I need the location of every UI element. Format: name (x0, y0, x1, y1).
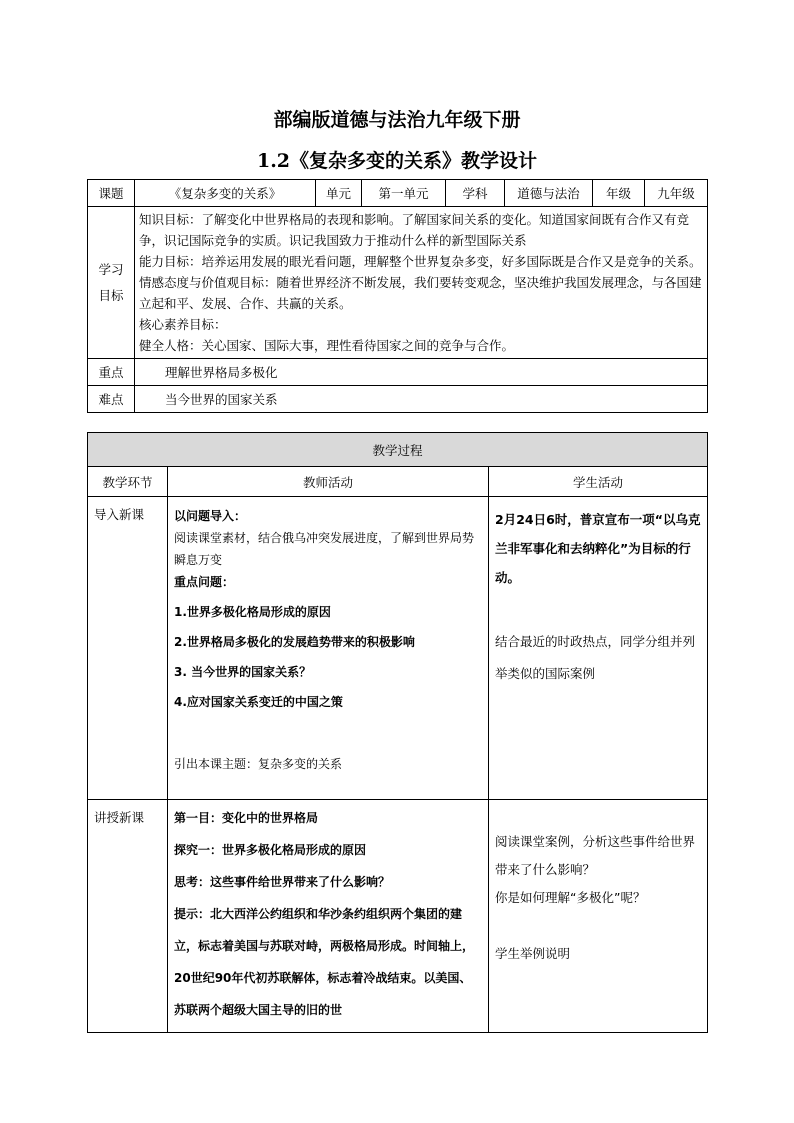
process-banner: 教学过程 (88, 433, 708, 467)
knowledge-goal: 知识目标：了解变化中世界格局的表现和影响。了解国家间关系的变化。知道国家间既有合作又有竞争，识记国际竞争的实质。识记我国致力于推动什么样的新型国际关系 (139, 212, 690, 248)
ability-goal: 能力目标：培养运用发展的眼光看问题，理解整个世界复杂多变，好多国际既是合作又是竞争的关系。 (139, 254, 702, 269)
grade-label: 年级 (593, 180, 645, 207)
col-teacher-header: 教师活动 (168, 467, 489, 497)
lesson-title: 1.2《复杂多变的关系》教学设计 (256, 150, 538, 172)
question-1: 1.世界多极化格局形成的原因 (174, 605, 331, 619)
difficult-point-value: 当今世界的国家关系 (135, 386, 708, 413)
hint-text: 提示：北大西洋公约组织和华沙条约组织两个集团的建立，标志着美国与苏联对峙，两极格局形成。时间轴上，20世纪90年代初苏联解体，标志着冷战结束。以美国、苏联两个超级大国主导的旧的世 (174, 907, 475, 1017)
question-3: 3. 当今世界的国家关系？ (174, 665, 312, 679)
key-point-value: 理解世界格局多极化 (135, 359, 708, 386)
intro-reading: 阅读课堂素材，结合俄乌冲突发展进度，了解到世界局势瞬息万变 (174, 531, 475, 567)
banner-row (88, 433, 708, 467)
unit-label: 单元 (316, 180, 362, 207)
col-stage-header: 教学环节 (88, 467, 168, 497)
difficult-point-row (88, 386, 708, 413)
intro-method: 以问题导入： (174, 509, 247, 523)
key-point-label: 重点 (88, 359, 135, 386)
section-1-heading: 第一目：变化中的世界格局 (174, 811, 319, 825)
grade-value: 九年级 (645, 180, 708, 207)
question-4: 4.应对国家关系变迁的中国之策 (174, 695, 343, 709)
document-title: 部编版道德与法治九年级下册 (273, 109, 521, 131)
core-literacy-heading: 核心素养目标： (139, 317, 227, 332)
teacher-activity-intro (168, 497, 489, 800)
topic-label: 课题 (88, 180, 135, 207)
header-row (88, 467, 708, 497)
student-activity-teach (489, 800, 708, 1033)
goals-label-line2: 目标 (98, 287, 124, 303)
col-student-header: 学生活动 (489, 467, 708, 497)
teach-row (88, 800, 708, 1033)
goals-row (88, 207, 708, 359)
topic-value: 《复杂多变的关系》 (135, 180, 316, 207)
subject-value: 道德与法治 (505, 180, 593, 207)
lesson-topic-intro: 引出本课主题：复杂多变的关系 (174, 757, 343, 771)
multipolar-question: 你是如何理解“多极化”呢？ (495, 890, 646, 905)
difficult-point-label: 难点 (88, 386, 135, 413)
news-event: 2月24日6时，普京宣布一项“以乌克兰非军事化和去纳粹化”为目标的行动。 (495, 512, 701, 585)
key-point-row (88, 359, 708, 386)
case-analysis: 阅读课堂案例，分析这些事件给世界带来了什么影响？ (495, 834, 696, 877)
think-question: 思考：这些事件给世界带来了什么影响？ (174, 875, 391, 889)
goals-content (135, 207, 708, 359)
student-examples: 学生举例说明 (495, 946, 571, 961)
key-questions-heading: 重点问题： (174, 575, 235, 589)
info-row (88, 180, 708, 207)
student-activity-intro (489, 497, 708, 800)
attitude-goal: 情感态度与价值观目标：随着世界经济不断发展，我们要转变观念，坚决维护我国发展理念，与各国建立起和平、发展、合作、共赢的关系。 (139, 275, 702, 311)
stage-teach: 讲授新课 (88, 800, 168, 1033)
goals-label (88, 207, 135, 359)
question-2: 2.世界格局多极化的发展趋势带来的积极影响 (174, 635, 415, 649)
group-discussion: 结合最近的时政热点，同学分组并列举类似的国际案例 (495, 634, 696, 681)
teacher-activity-teach (168, 800, 489, 1033)
subject-label: 学科 (446, 180, 505, 207)
unit-value: 第一单元 (362, 180, 446, 207)
intro-row (88, 497, 708, 800)
teaching-process-table (87, 432, 708, 1033)
goals-label-line1: 学习 (98, 261, 124, 277)
core-literacy-goal: 健全人格：关心国家、国际大事，理性看待国家之间的竞争与合作。 (139, 338, 515, 353)
exploration-1: 探究一：世界多极化格局形成的原因 (174, 843, 367, 857)
lesson-info-table (87, 179, 708, 413)
stage-intro: 导入新课 (88, 497, 168, 800)
